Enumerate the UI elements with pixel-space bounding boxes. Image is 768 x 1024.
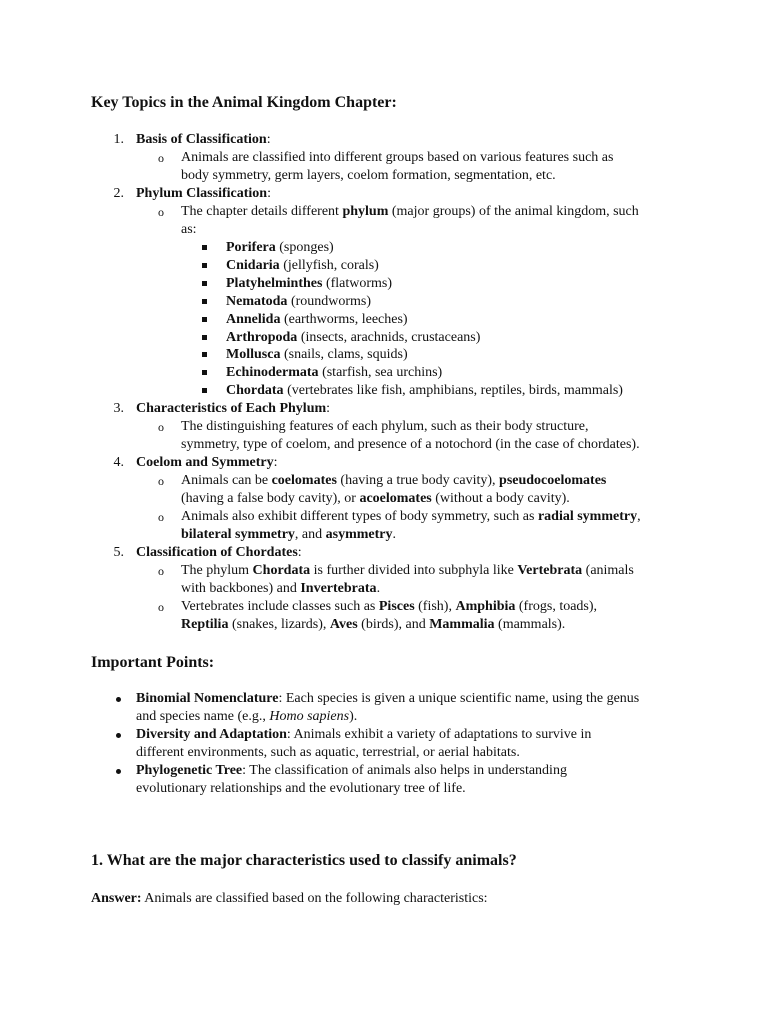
topic-number: 3. [113,401,124,416]
circle-bullet-icon: o [158,474,164,488]
bullet-line: with backbones) and Invertebrata. [181,581,381,596]
bullet-dot-icon [116,697,121,702]
circle-bullet-icon: o [158,151,164,165]
topic-title: Coelom and Symmetry: [136,455,278,470]
topic-number: 5. [113,545,124,560]
phylum-item: Mollusca (snails, clams, squids) [226,347,408,362]
bullet-line: The phylum Chordata is further divided into subphyla like Vertebrata (animals [181,563,634,578]
answer-line: Answer: Animals are classified based on the following characteristics: [91,891,488,906]
point-line: and species name (e.g., Homo sapiens). [136,709,358,724]
phylum-item: Nematoda (roundworms) [226,294,372,309]
phylum-item: Porifera (sponges) [226,240,334,255]
heading-important-points: Important Points: [91,654,215,671]
topic-number: 2. [113,186,124,201]
square-bullet-icon [202,281,207,286]
bullet-dot-icon [116,733,121,738]
bullet-line: bilateral symmetry, and asymmetry. [181,527,397,542]
square-bullet-icon [202,335,207,340]
point-line: Binomial Nomenclature: Each species is given a unique scientific name, using the genus [136,691,640,706]
phylum-item: Arthropoda (insects, arachnids, crustaceans) [226,330,481,345]
square-bullet-icon [202,263,207,268]
circle-bullet-icon: o [158,205,164,219]
phylum-item: Annelida (earthworms, leeches) [226,312,408,327]
circle-bullet-icon: o [158,600,164,614]
topic-title: Phylum Classification: [136,186,271,201]
topic-title: Classification of Chordates: [136,545,302,560]
bullet-line: (having a false body cavity), or acoelomates (without a body cavity). [181,491,570,506]
heading-key-topics: Key Topics in the Animal Kingdom Chapter: [91,94,397,111]
square-bullet-icon [202,370,207,375]
bullet-dot-icon [116,769,121,774]
phylum-item: Chordata (vertebrates like fish, amphibians, reptiles, birds, mammals) [226,383,623,398]
bullet-line: Animals also exhibit different types of body symmetry, such as radial symmetry, [181,509,641,524]
bullet-line: Animals are classified into different groups based on various features such as [181,150,614,165]
point-line: evolutionary relationships and the evolutionary tree of life. [136,781,466,796]
bullet-line: Vertebrates include classes such as Pisces (fish), Amphibia (frogs, toads), [181,599,598,614]
square-bullet-icon [202,317,207,322]
square-bullet-icon [202,245,207,250]
circle-bullet-icon: o [158,564,164,578]
phylum-item: Platyhelminthes (flatworms) [226,276,393,291]
bullet-line: symmetry, type of coelom, and presence of a notochord (in the case of chordates). [181,437,640,452]
square-bullet-icon [202,299,207,304]
question-heading: 1. What are the major characteristics used to classify animals? [91,852,517,869]
phylum-item: Cnidaria (jellyfish, corals) [226,258,379,273]
point-line: Diversity and Adaptation: Animals exhibit a variety of adaptations to survive in [136,727,592,742]
circle-bullet-icon: o [158,510,164,524]
phylum-item: Echinodermata (starfish, sea urchins) [226,365,443,380]
topic-title: Basis of Classification: [136,132,271,147]
topic-number: 4. [113,455,124,470]
square-bullet-icon [202,352,207,357]
bullet-line: body symmetry, germ layers, coelom formation, segmentation, etc. [181,168,556,183]
point-line: Phylogenetic Tree: The classification of animals also helps in understanding [136,763,567,778]
topic-number: 1. [113,132,124,147]
bullet-line: The distinguishing features of each phylum, such as their body structure, [181,419,589,434]
bullet-line: Reptilia (snakes, lizards), Aves (birds), and Mammalia (mammals). [181,617,566,632]
topic-title: Characteristics of Each Phylum: [136,401,331,416]
bullet-line: The chapter details different phylum (major groups) of the animal kingdom, such [181,204,639,219]
square-bullet-icon [202,388,207,393]
point-line: different environments, such as aquatic, terrestrial, or aerial habitats. [136,745,520,760]
circle-bullet-icon: o [158,420,164,434]
bullet-line: as: [181,222,197,237]
bullet-line: Animals can be coelomates (having a true body cavity), pseudocoelomates [181,473,607,488]
